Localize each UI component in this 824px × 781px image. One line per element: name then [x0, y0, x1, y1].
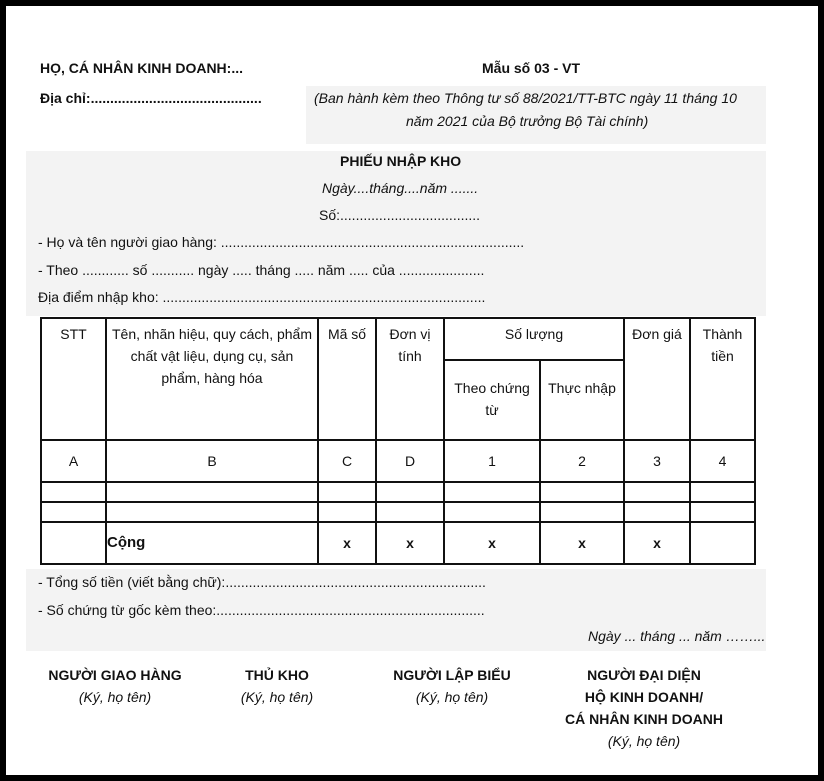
signature-title: HỘ KINH DOANH/: [584, 689, 704, 705]
table-cell: [106, 482, 318, 502]
regulation-line-2: năm 2021 của Bộ trưởng Bộ Tài chính): [406, 113, 649, 129]
signature-preparer: [376, 664, 528, 708]
table-cell: [624, 482, 690, 502]
signature-note: (Ký, họ tên): [240, 689, 314, 705]
header-qty-doc-line: từ: [485, 402, 499, 418]
table-cell: [41, 482, 106, 502]
table-cell: [318, 482, 376, 502]
business-name: HỌ, CÁ NHÂN KINH DOANH:...: [40, 60, 243, 76]
signature-title: NGƯỜI GIAO HÀNG: [48, 667, 182, 683]
signature-note: (Ký, họ tên): [78, 689, 152, 705]
location-field: Địa điểm nhập kho: ...................................................................................: [38, 289, 486, 305]
goods-table: [40, 317, 756, 565]
table-cell: [41, 522, 106, 564]
total-label: Cộng: [106, 522, 318, 564]
header-name-line: phẩm, hàng hóa: [161, 370, 263, 386]
header-code: Mã số: [318, 318, 376, 440]
signature-storekeeper: [214, 664, 340, 708]
column-code: 2: [540, 440, 624, 482]
signature-deliverer: [36, 664, 194, 708]
header-unit: [376, 318, 444, 440]
deliverer-field: - Họ và tên người giao hàng: ..............................................................................: [38, 234, 525, 250]
amount-in-words: - Tổng số tiền (viết bằng chữ):...................................................................: [38, 574, 486, 590]
signature-title: THỦ KHO: [245, 667, 309, 683]
table-row: [41, 482, 755, 502]
header-qty-doc: [444, 360, 540, 440]
header-total-line: Thành: [702, 326, 743, 342]
column-code: B: [106, 440, 318, 482]
table-cell: [376, 482, 444, 502]
table-cell: [690, 502, 755, 522]
total-mark: x: [624, 522, 690, 564]
reference-field: - Theo ............ số ........... ngày ..... tháng ..... năm ..... của ......................: [38, 262, 485, 278]
footer-date: Ngày ... tháng ... năm ……...: [588, 628, 766, 644]
address-field: Địa chỉ:............................................: [40, 90, 262, 106]
column-code: 3: [624, 440, 690, 482]
table-cell: [690, 482, 755, 502]
form-code: Mẫu số 03 - VT: [482, 60, 581, 76]
header-unit-line: Đơn vị: [389, 326, 431, 342]
table-cell: [540, 502, 624, 522]
table-cell: [106, 502, 318, 522]
column-code: 4: [690, 440, 755, 482]
table-cell: [444, 482, 540, 502]
column-code: A: [41, 440, 106, 482]
regulation-line-1: (Ban hành kèm theo Thông tư số 88/2021/TT-BTC ngày 11 tháng 10: [314, 90, 737, 106]
table-cell: [540, 482, 624, 502]
signature-note: (Ký, họ tên): [607, 733, 681, 749]
total-mark: x: [540, 522, 624, 564]
signature-title: NGƯỜI LẬP BIỂU: [393, 667, 511, 683]
signature-note: (Ký, họ tên): [415, 689, 489, 705]
table-row: [41, 502, 755, 522]
table-cell: [376, 502, 444, 522]
table-cell: [318, 502, 376, 522]
document-page: [6, 6, 818, 775]
title-date: Ngày....tháng....năm .......: [322, 180, 479, 196]
column-code: D: [376, 440, 444, 482]
column-code: C: [318, 440, 376, 482]
total-mark: x: [376, 522, 444, 564]
table-cell: [41, 502, 106, 522]
signature-title: NGƯỜI ĐẠI DIỆN: [587, 667, 701, 683]
header-name-line: Tên, nhãn hiệu, quy cách, phẩm: [111, 326, 313, 342]
signature-representative: [542, 664, 746, 752]
signature-title: CÁ NHÂN KINH DOANH: [565, 711, 723, 727]
header-total-line: tiền: [711, 348, 734, 364]
column-code-row: [41, 440, 755, 482]
header-stt: STT: [41, 318, 106, 440]
total-mark: x: [444, 522, 540, 564]
title-number: Số:....................................: [319, 207, 481, 223]
header-qty-doc-line: Theo chứng: [454, 380, 530, 396]
header-unit-line: tính: [398, 348, 422, 364]
total-mark: x: [318, 522, 376, 564]
header-name-line: chất vật liệu, dụng cụ, sản: [130, 348, 294, 364]
attached-documents: - Số chứng từ gốc kèm theo:.....................................................................: [38, 602, 485, 618]
table-cell: [444, 502, 540, 522]
column-code: 1: [444, 440, 540, 482]
table-cell: [624, 502, 690, 522]
table-cell: [690, 522, 755, 564]
header-quantity: Số lượng: [444, 318, 624, 360]
total-row: [41, 522, 755, 564]
header-qty-actual: Thực nhập: [540, 360, 624, 440]
header-price: Đơn giá: [624, 318, 690, 440]
header-total: [690, 318, 755, 440]
page-title: PHIẾU NHẬP KHO: [340, 153, 462, 169]
header-name: [106, 318, 318, 440]
